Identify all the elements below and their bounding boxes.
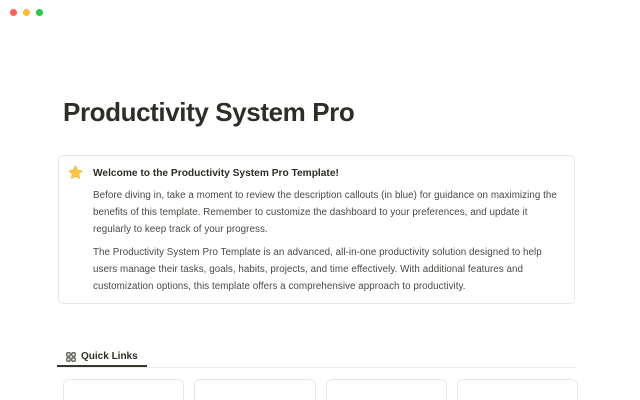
grid-icon: [66, 352, 76, 362]
quick-link-card[interactable]: [194, 379, 315, 400]
callout-paragraph: The Productivity System Pro Template is an advanced, all-in-one productivity solution designed to help users manage their tasks, goals, habits, projects, and time effectively. With additional features and customization options, this template offers a comprehensive approach to productivity.: [93, 247, 542, 292]
tab-bar: [57, 348, 147, 367]
quick-link-card[interactable]: [326, 379, 447, 400]
quick-link-card[interactable]: [457, 379, 578, 400]
zoom-button[interactable]: [36, 9, 43, 16]
quick-link-card[interactable]: [63, 379, 184, 400]
minimize-button[interactable]: [23, 9, 30, 16]
quick-links-gallery: [63, 379, 578, 400]
callout-paragraph: Before diving in, take a moment to review the description callouts (in blue) for guidance on maximizing the benefits of this template. Remember to customize the dashboard to your preferences, and update it regularly to keep track of your progress.: [93, 190, 557, 235]
tab-bar-divider: [57, 367, 577, 368]
star-icon: [68, 165, 83, 180]
tab-quick-links-label: Quick Links: [81, 351, 138, 362]
callout-heading: Welcome to the Productivity System Pro Template!: [93, 168, 339, 179]
window-controls: [10, 9, 43, 16]
close-button[interactable]: [10, 9, 17, 16]
page-title[interactable]: Productivity System Pro: [63, 97, 355, 127]
tab-quick-links[interactable]: [57, 348, 147, 367]
welcome-callout: [58, 155, 575, 304]
